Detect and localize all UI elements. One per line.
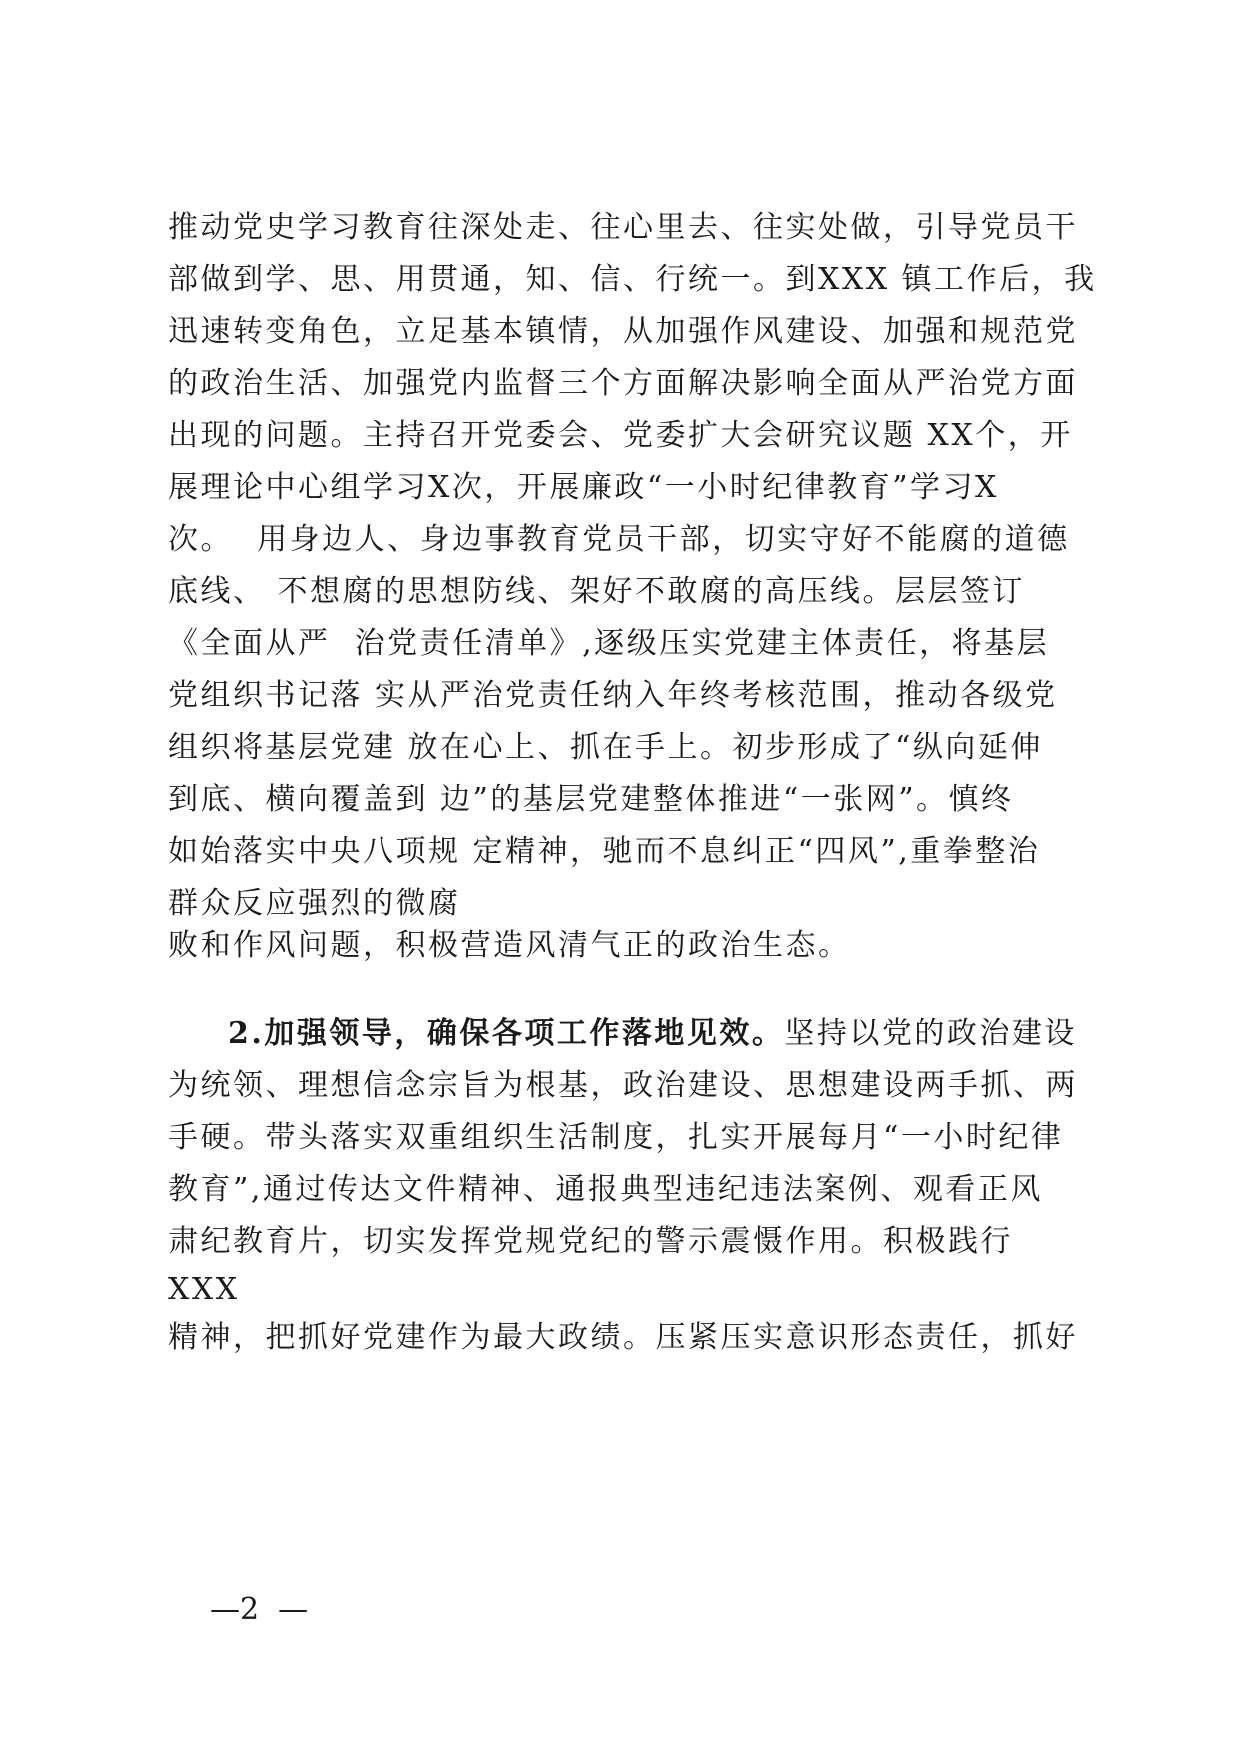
body-text-line: 《全面从严 治党责任清单》,逐级压实党建主体责任，将基层	[168, 626, 1050, 661]
body-text-line: 如始落实中央八项规 定精神，驰而不息纠正“四风”,重拳整治	[168, 834, 1041, 869]
body-text-line: 党组织书记落 实从严治党责任纳入年终考核范围，推动各级党	[168, 678, 1058, 713]
paragraph-first-line	[228, 1014, 1077, 1054]
body-text-line: 部做到学、思、用贯通，知、信、行统一。到XXX 镇工作后，我	[168, 262, 1097, 297]
body-text-line: 到底、横向覆盖到 边”的基层党建整体推进“一张网”。慎终	[168, 782, 1014, 817]
body-text-line: 出现的问题。主持召开党委会、党委扩大会研究议题 XX个，开	[168, 418, 1073, 453]
body-text-line: 教育”,通过传达文件精神、通报典型违纪违法案例、观看正风	[168, 1172, 1043, 1207]
body-text-line: 迅速转变角色，立足基本镇情，从加强作风建设、加强和规范党	[168, 314, 1078, 349]
body-text-line: 组织将基层党建 放在心上、抓在手上。初步形成了“纵向延伸	[168, 730, 1043, 765]
body-text-line: 败和作风问题，积极营造风清气正的政治生态。	[168, 928, 851, 963]
body-text-line: XXX	[168, 1272, 240, 1307]
body-text-line: 次。 用身边人、身边事教育党员干部，切实守好不能腐的道德	[168, 522, 1070, 557]
page-number: —2 —	[210, 1592, 309, 1627]
body-text-line: 手硬。带头落实双重组织生活制度，扎实开展每月“一小时纪律	[168, 1120, 1064, 1155]
body-text-line: 的政治生活、加强党内监督三个方面解决影响全面从严治党方面	[168, 366, 1078, 401]
body-text-line: 底线、 不想腐的思想防线、架好不敢腐的高压线。层层签订	[168, 574, 1026, 609]
body-text-line: 肃纪教育片，切实发挥党规党纪的警示震慑作用。积极践行	[168, 1224, 1013, 1259]
body-text-line: 推动党史学习教育往深处走、往心里去、往实处做，引导党员干	[168, 210, 1078, 245]
body-text-line: 为统领、理想信念宗旨为根基，政治建设、思想建设两手抓、两	[168, 1068, 1078, 1103]
body-text: 坚持以党的政治建设	[784, 1016, 1077, 1051]
body-text-line: 群众反应强烈的微腐	[168, 886, 461, 921]
body-text-line: 展理论中心组学习X次，开展廉政“一小时纪律教育”学习X	[168, 470, 999, 505]
section-heading: 2.加强领导，确保各项工作落地见效。	[228, 1016, 785, 1051]
body-text-line: 精神，把抓好党建作为最大政绩。压紧压实意识形态责任，抓好	[168, 1320, 1078, 1355]
